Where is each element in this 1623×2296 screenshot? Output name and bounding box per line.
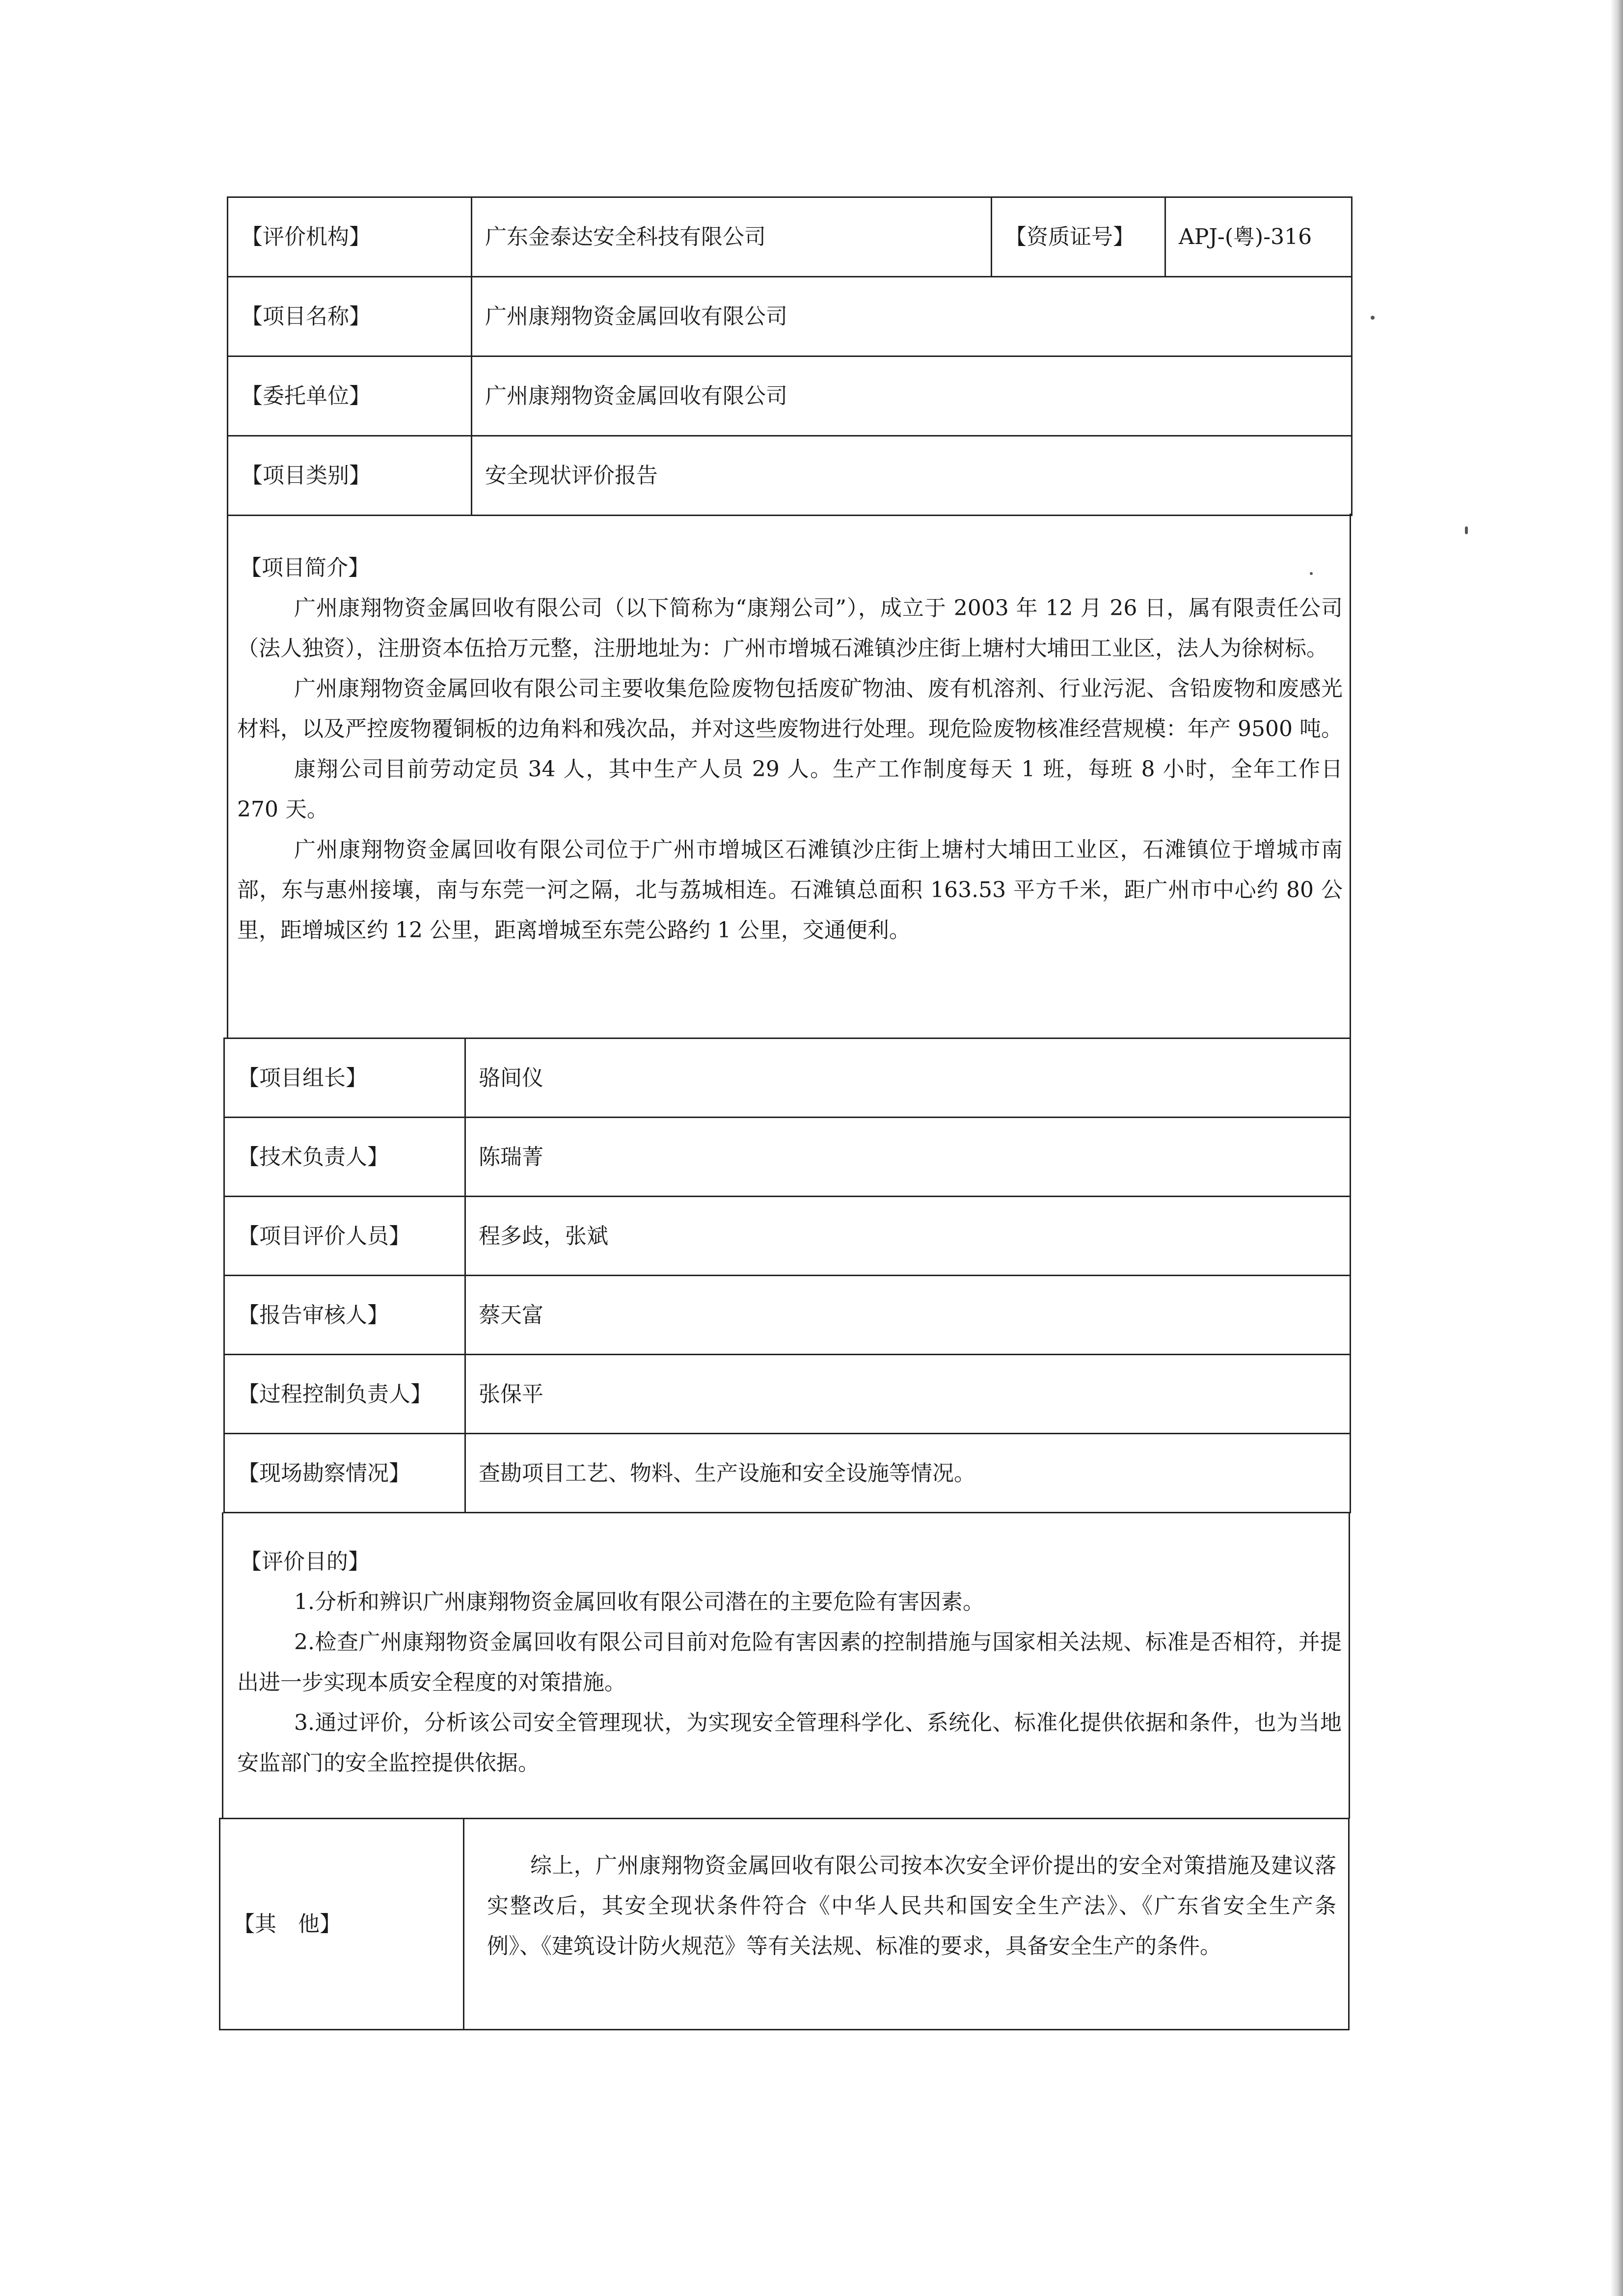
table-row <box>220 1819 1349 2030</box>
process-control-value: 张保平 <box>465 1355 1351 1434</box>
site-survey-value: 查勘项目工艺、物料、生产设施和安全设施等情况。 <box>465 1434 1351 1513</box>
table-row <box>228 436 1352 516</box>
reviewer-value: 蔡天富 <box>465 1276 1351 1355</box>
site-survey-label: 【现场勘察情况】 <box>224 1434 465 1513</box>
leader-value: 骆间仪 <box>465 1039 1351 1118</box>
project-name-value: 广州康翔物资金属回收有限公司 <box>472 277 1352 356</box>
tech-lead-label: 【技术负责人】 <box>224 1118 465 1197</box>
org-value: 广东金泰达安全科技有限公司 <box>472 197 992 277</box>
other-table <box>219 1818 1350 2030</box>
client-label: 【委托单位】 <box>228 356 472 436</box>
scan-speck <box>1371 316 1375 320</box>
project-name-label: 【项目名称】 <box>228 277 472 356</box>
leader-label: 【项目组长】 <box>224 1039 465 1118</box>
table-row <box>224 1276 1351 1355</box>
conclusion-text: 综上，广州康翔物资金属回收有限公司按本次安全评价提出的安全对策措施及建议落实整改后，其安全现状条件符合《中华人民共和国安全生产法》、《广东省安全生产条例》、《建筑设计防火规范》等有关法规、标准的要求，具备安全生产的条件。 <box>487 1853 1336 1959</box>
purpose-item: 3.通过评价，分析该公司安全管理现状，为实现安全管理科学化、系统化、标准化提供依据和条件，也为当地安监部门的安全监控提供依据。 <box>237 1710 1342 1776</box>
evaluators-label: 【项目评价人员】 <box>224 1197 465 1276</box>
purpose-heading: 【评价目的】 <box>240 1549 370 1574</box>
table-row <box>224 1197 1351 1276</box>
reviewer-label: 【报告审核人】 <box>224 1276 465 1355</box>
scan-page-edge <box>1610 0 1623 2296</box>
other-value <box>464 1819 1349 2030</box>
table-row <box>224 1118 1351 1197</box>
purpose-item: 2.检查广州康翔物资金属回收有限公司目前对危险有害因素的控制措施与国家相关法规、标准是否相符，并提出进一步实现本质安全程度的对策措施。 <box>237 1630 1342 1695</box>
intro-paragraph: 康翔公司目前劳动定员 34 人，其中生产人员 29 人。生产工作制度每天 1 班，每班 8 小时，全年工作日 270 天。 <box>237 757 1343 822</box>
client-value: 广州康翔物资金属回收有限公司 <box>472 356 1352 436</box>
staff-table <box>223 1038 1351 1513</box>
scan-speck <box>1465 526 1468 534</box>
intro-paragraph: 广州康翔物资金属回收有限公司位于广州市增城区石滩镇沙庄街上塘村大埔田工业区，石滩镇位于增城市南部，东与惠州接壤，南与东莞一河之隔，北与荔城相连。石滩镇总面积 163.53 平方千米，距广州市中心约 80 公里，距增城区约 12 公里，距离增城至东莞公路约 1 公里，交通便利。 <box>237 837 1343 943</box>
intro-paragraph: 广州康翔物资金属回收有限公司（以下简称为“康翔公司”），成立于 2003 年 12 月 26 日，属有限责任公司（法人独资），注册资本伍拾万元整，注册地址为：广州市增城石滩镇沙庄街上塘村大埔田工业区，法人为徐树标。 <box>237 596 1343 661</box>
category-value: 安全现状评价报告 <box>472 436 1352 516</box>
category-label: 【项目类别】 <box>228 436 472 516</box>
process-control-label: 【过程控制负责人】 <box>224 1355 465 1434</box>
intro-heading: 【项目简介】 <box>240 555 370 580</box>
table-row <box>224 1434 1351 1513</box>
intro-paragraph: 广州康翔物资金属回收有限公司主要收集危险废物包括废矿物油、废有机溶剂、行业污泥、含铅废物和废感光材料，以及严控废物覆铜板的边角料和残次品，并对这些废物进行处理。现危险废物核准经营规模：年产 9500 吨。 <box>237 676 1343 741</box>
project-intro-section <box>227 514 1351 1039</box>
evaluators-value: 程多歧，张斌 <box>465 1197 1351 1276</box>
other-label: 【其 他】 <box>220 1819 464 2030</box>
cert-label: 【资质证号】 <box>992 197 1165 277</box>
table-row <box>228 197 1352 277</box>
table-row <box>228 277 1352 356</box>
table-row <box>224 1039 1351 1118</box>
table-row <box>224 1355 1351 1434</box>
evaluation-purpose-section <box>222 1512 1350 1819</box>
org-label: 【评价机构】 <box>228 197 472 277</box>
table-row <box>228 356 1352 436</box>
header-info-table <box>227 196 1352 516</box>
tech-lead-value: 陈瑞菁 <box>465 1118 1351 1197</box>
purpose-item: 1.分析和辨识广州康翔物资金属回收有限公司潜在的主要危险有害因素。 <box>294 1589 984 1614</box>
cert-value: APJ-(粤)-316 <box>1165 197 1352 277</box>
